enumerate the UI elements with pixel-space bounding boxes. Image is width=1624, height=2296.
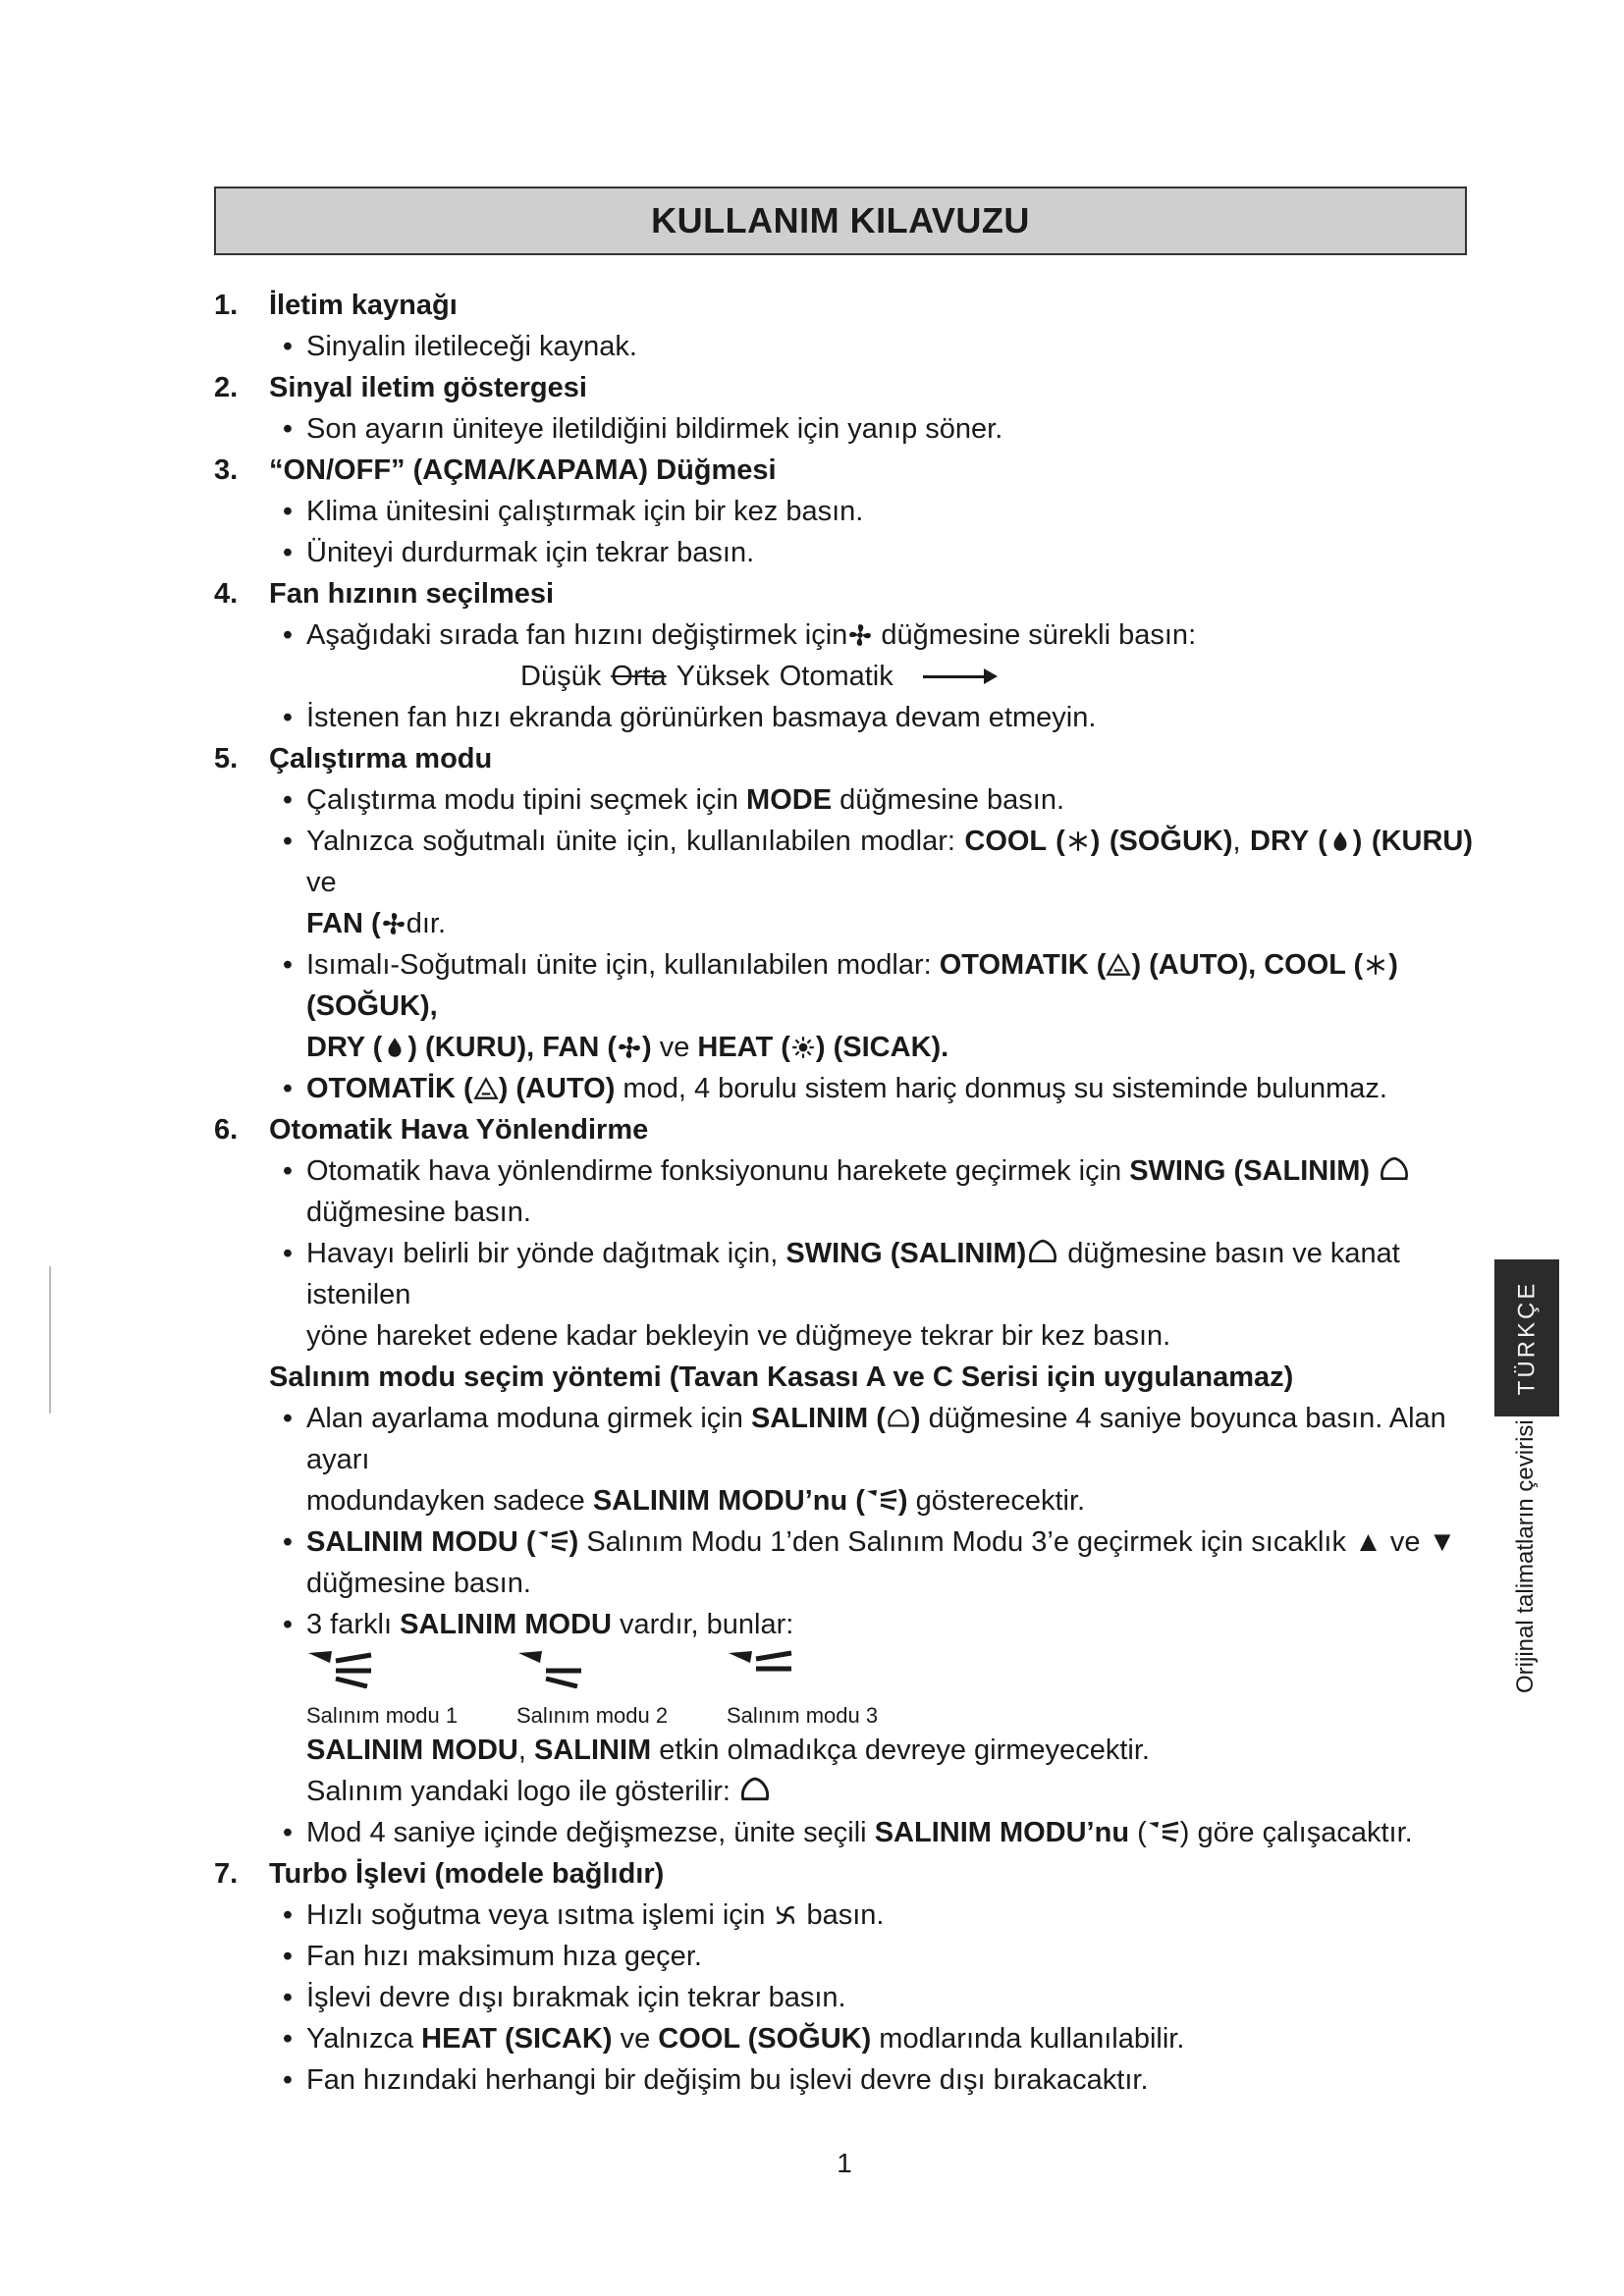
bullet-text: [306, 779, 1473, 821]
list-item: [214, 1068, 1473, 1109]
text-bold: SALINIM MODU’nu (: [592, 1485, 865, 1517]
text: basın.: [798, 1899, 885, 1931]
speed-low: Düşük: [520, 661, 602, 692]
text: Isımalı-Soğutmalı ünite için, kullanılabilen modlar:: [306, 949, 940, 981]
text-bold: SALINIM: [534, 1735, 652, 1766]
arrow-right-icon: [923, 675, 992, 678]
text: gösterecektir.: [907, 1485, 1086, 1517]
text-bold: OTOMATİK (: [306, 1073, 473, 1104]
snowflake-icon: [1065, 828, 1091, 854]
text: Salınım Modu 1’den Salınım Modu 3’e geçirmek için sıcaklık: [578, 1526, 1355, 1558]
bullet: •: [282, 1155, 294, 1187]
bullet: •: [282, 496, 294, 527]
bullet-text: [306, 1398, 1473, 1522]
text: Salınım yandaki logo ile gösterilir:: [306, 1776, 739, 1807]
bullet: •: [282, 331, 294, 362]
bullet-text: Üniteyi durdurmak için tekrar basın.: [306, 537, 755, 568]
text-bold: ) (KURU): [1352, 826, 1473, 857]
swing-note: [214, 1730, 1473, 1771]
text-bold: SALINIM MODU: [400, 1609, 612, 1640]
bullet-text: [306, 614, 1473, 656]
turbo-icon: [773, 1902, 798, 1928]
list-item: [214, 2018, 1473, 2059]
list-item: [214, 491, 1473, 532]
section-title: Turbo İşlevi (modele bağlıdır): [269, 1858, 665, 1890]
text: ) göre çalışacaktır.: [1179, 1817, 1413, 1848]
bullet-text: İşlevi devre dışı bırakmak için tekrar basın.: [306, 1982, 846, 2013]
margin-line: [49, 1266, 51, 1414]
text-bold: HEAT (: [697, 1032, 790, 1063]
text: ve: [612, 2023, 659, 2055]
section-2-heading: [214, 367, 1473, 408]
text: düğmesine sürekli basın:: [873, 619, 1197, 651]
text: modlarında kullanılabilir.: [871, 2023, 1185, 2055]
swing-mode-1-icon: [306, 1649, 377, 1688]
bullet-text: Fan hızındaki herhangi bir değişim bu işlevi devre dışı bırakacaktır.: [306, 2064, 1149, 2096]
text-bold: ) (AUTO), COOL (: [1131, 949, 1364, 981]
bullet-text: [306, 1604, 1473, 1645]
text: ve: [1381, 1526, 1429, 1558]
bullet: •: [282, 1899, 294, 1931]
translation-note-text: Orijinal talimatların çevirisi: [1512, 1419, 1539, 1693]
text: etkin olmadıkça devreye girmeyecektir.: [651, 1735, 1150, 1766]
text: ve: [306, 867, 337, 898]
section-subtitle: Salınım modu seçim yöntemi (Tavan Kasası A ve C Serisi için uygulanamaz): [269, 1362, 1294, 1393]
text-bold: ): [568, 1526, 579, 1558]
text: Çalıştırma modu tipini seçmek için: [306, 784, 747, 816]
text: Mod 4 saniye içinde değişmezse, ünite seçili: [306, 1817, 875, 1848]
triangle-down-icon: ▼: [1428, 1526, 1457, 1558]
swing-modes: [214, 1649, 1473, 1730]
bullet-text: [306, 1812, 1473, 1853]
section-5-heading: [214, 738, 1473, 779]
list-item: [214, 1604, 1473, 1645]
swing-mode-icon: [536, 1525, 569, 1555]
text: yöne hareket edene kadar bekleyin ve düğmeye tekrar bir kez basın.: [306, 1320, 1171, 1352]
text-bold: COOL (SOĞUK): [658, 2023, 872, 2055]
text-bold: SWING (SALINIM): [1129, 1155, 1371, 1187]
bullet-text: [306, 2018, 1473, 2059]
swing-logo-note: [214, 1771, 1473, 1812]
swing-mode-3-icon: [727, 1649, 797, 1688]
speed-medium: Orta: [611, 661, 667, 692]
swing-mode-3: [727, 1649, 937, 1730]
text-bold: SALINIM MODU’nu: [874, 1817, 1130, 1848]
auto-triangle-icon: [1106, 952, 1131, 978]
section-number: 2.: [214, 372, 239, 403]
bullet-text: [306, 1233, 1473, 1357]
bullet: •: [282, 1609, 294, 1640]
text: Hızlı soğutma veya ısıtma işlemi için: [306, 1899, 774, 1931]
section-7-heading: [214, 1853, 1473, 1895]
text-bold: ) (SOĞUK),: [306, 949, 1398, 1022]
bullet: •: [282, 537, 294, 568]
drop-icon: [382, 1035, 407, 1060]
text: mod, 4 borulu sistem hariç donmuş su sisteminde bulunmaz.: [615, 1073, 1387, 1104]
bullet-text: [306, 944, 1473, 1068]
bullet-text: Klima ünitesini çalıştırmak için bir kez basın.: [306, 496, 864, 527]
fan-icon: [617, 1035, 642, 1060]
text-bold: ) (SICAK).: [815, 1032, 949, 1063]
text: düğmesine basın.: [306, 1197, 531, 1228]
text: düğmesine 4 saniye boyunca basın. Alan ayarı: [306, 1403, 1446, 1475]
swing-icon: [1378, 1154, 1411, 1184]
bullet: •: [282, 784, 294, 816]
drop-icon: [1327, 828, 1353, 854]
bullet: •: [282, 1238, 294, 1269]
text-bold: FAN (: [306, 908, 381, 939]
list-item: [214, 532, 1473, 573]
bullet-text: [306, 821, 1473, 944]
list-item: [214, 1233, 1473, 1357]
bullet-text: İstenen fan hızı ekranda görünürken basmaya devam etmeyin.: [306, 702, 1097, 733]
text-bold: ) (KURU), FAN (: [407, 1032, 617, 1063]
text: düğmesine basın.: [832, 784, 1065, 816]
bullet-text: [306, 1068, 1473, 1109]
speed-high: Yüksek: [676, 661, 770, 692]
section-title: Fan hızının seçilmesi: [269, 578, 555, 610]
text: 3 farklı: [306, 1609, 401, 1640]
list-item: [214, 1936, 1473, 1977]
text-bold: SALINIM (: [750, 1403, 886, 1434]
translation-note: [1512, 1419, 1624, 1721]
section-title: Çalıştırma modu: [269, 743, 493, 774]
swing-mode-1: [306, 1649, 516, 1730]
text: düğmesine basın.: [306, 1568, 531, 1599]
bullet-text: [306, 1522, 1473, 1604]
bullet: •: [282, 702, 294, 733]
section-6-heading: [214, 1109, 1473, 1150]
section-title: Otomatik Hava Yönlendirme: [269, 1114, 649, 1146]
page-title: KULLANIM KILAVUZU: [214, 187, 1467, 255]
text-bold: DRY (: [1250, 826, 1327, 857]
text: ve: [659, 1032, 698, 1063]
fan-speed-sequence: [214, 656, 1473, 697]
list-item: [214, 326, 1473, 367]
swing-mode-label: Salınım modu 3: [727, 1703, 879, 1728]
bullet: •: [282, 826, 294, 857]
text: Otomatik hava yönlendirme fonksiyonunu harekete geçirmek için: [306, 1155, 1130, 1187]
list-item: [214, 779, 1473, 821]
text-bold: MODE: [746, 784, 833, 816]
text-bold: ): [897, 1485, 908, 1517]
bullet-text: Son ayarın üniteye iletildiğini bildirmek için yanıp söner.: [306, 413, 1003, 445]
swing-mode-2: [516, 1649, 727, 1730]
section-number: 7.: [214, 1858, 239, 1890]
bullet: •: [282, 949, 294, 981]
text: modundayken sadece: [306, 1485, 593, 1517]
bullet: •: [282, 413, 294, 445]
list-item: [214, 821, 1473, 944]
language-tab: [1494, 1259, 1559, 1416]
section-number: 6.: [214, 1114, 239, 1146]
list-item: [214, 1812, 1473, 1853]
section-number: 4.: [214, 578, 239, 610]
bullet: •: [282, 1982, 294, 2013]
text-bold: DRY (: [306, 1032, 383, 1063]
section-title: “ON/OFF” (AÇMA/KAPAMA) Düğmesi: [269, 454, 777, 486]
bullet: •: [282, 619, 294, 651]
swing-mode-label: Salınım modu 1: [306, 1703, 459, 1728]
bullet: •: [282, 2064, 294, 2096]
text-bold: ) (AUTO): [498, 1073, 616, 1104]
text: dır.: [406, 908, 447, 939]
text-bold: SWING (SALINIM): [785, 1238, 1027, 1269]
snowflake-icon: [1363, 952, 1388, 978]
bullet-text: Sinyalin iletileceği kaynak.: [306, 331, 637, 362]
bullet-text: [306, 1150, 1473, 1233]
text-bold: ): [910, 1403, 921, 1434]
list-item: [214, 614, 1473, 656]
text-bold: SALINIM MODU (: [306, 1526, 536, 1558]
section-title: İletim kaynağı: [269, 290, 458, 321]
swing-icon: [738, 1775, 772, 1804]
list-item: [214, 1895, 1473, 1936]
bullet: •: [282, 1817, 294, 1848]
text: Yalnızca soğutmalı ünite için, kullanılabilen modlar:: [306, 826, 965, 857]
bullet: •: [282, 1941, 294, 1972]
text: (: [1129, 1817, 1147, 1848]
section-4-heading: [214, 573, 1473, 614]
swing-icon: [1026, 1237, 1059, 1266]
auto-triangle-icon: [473, 1076, 499, 1101]
list-item: [214, 1522, 1473, 1604]
bullet: •: [282, 2023, 294, 2055]
text: düğmesine basın ve kanat istenilen: [306, 1238, 1400, 1310]
speed-auto: Otomatik: [779, 661, 893, 692]
text-bold: ) (SOĞUK): [1090, 826, 1233, 857]
swing-mode-label: Salınım modu 2: [516, 1703, 669, 1728]
list-item: [214, 697, 1473, 738]
bullet: •: [282, 1403, 294, 1434]
list-item: [214, 944, 1473, 1068]
list-item: [214, 1398, 1473, 1522]
list-item: [214, 408, 1473, 450]
section-number: 5.: [214, 743, 239, 774]
text: ,: [1232, 826, 1251, 857]
bullet: •: [282, 1073, 294, 1104]
fan-icon: [847, 622, 873, 648]
bullet-text: [306, 1895, 1473, 1936]
text-bold: COOL (: [964, 826, 1065, 857]
section-3-heading: [214, 450, 1473, 491]
section-1-heading: [214, 285, 1473, 326]
fan-icon: [381, 911, 406, 936]
section-number: 1.: [214, 290, 239, 321]
text-bold: OTOMATIK (: [939, 949, 1107, 981]
list-item: [214, 1150, 1473, 1233]
text: Yalnızca: [306, 2023, 422, 2055]
swing-mode-icon: [1147, 1816, 1180, 1845]
bullet: •: [282, 1526, 294, 1558]
swing-icon: [886, 1406, 911, 1431]
triangle-up-icon: ▲: [1354, 1526, 1382, 1558]
manual-content: [214, 285, 1473, 2101]
section-title: Sinyal iletim göstergesi: [269, 372, 587, 403]
sun-icon: [790, 1035, 816, 1060]
text-bold: HEAT (SICAK): [421, 2023, 613, 2055]
bullet-text: Fan hızı maksimum hıza geçer.: [306, 1941, 702, 1972]
text: Aşağıdaki sırada fan hızını değiştirmek için: [306, 619, 848, 651]
swing-mode-icon: [865, 1484, 898, 1514]
language-tab-label: TÜRKÇE: [1513, 1280, 1541, 1396]
text: Havayı belirli bir yönde dağıtmak için,: [306, 1238, 786, 1269]
text: Alan ayarlama moduna girmek için: [306, 1403, 751, 1434]
list-item: [214, 2059, 1473, 2101]
text: ,: [517, 1735, 534, 1766]
page-number: 1: [837, 2148, 852, 2178]
text: vardır, bunlar:: [611, 1609, 794, 1640]
section-number: 3.: [214, 454, 239, 486]
swing-mode-2-icon: [516, 1649, 587, 1688]
list-item: [214, 1977, 1473, 2018]
text-bold: ): [641, 1032, 660, 1063]
text-bold: SALINIM MODU: [306, 1735, 518, 1766]
